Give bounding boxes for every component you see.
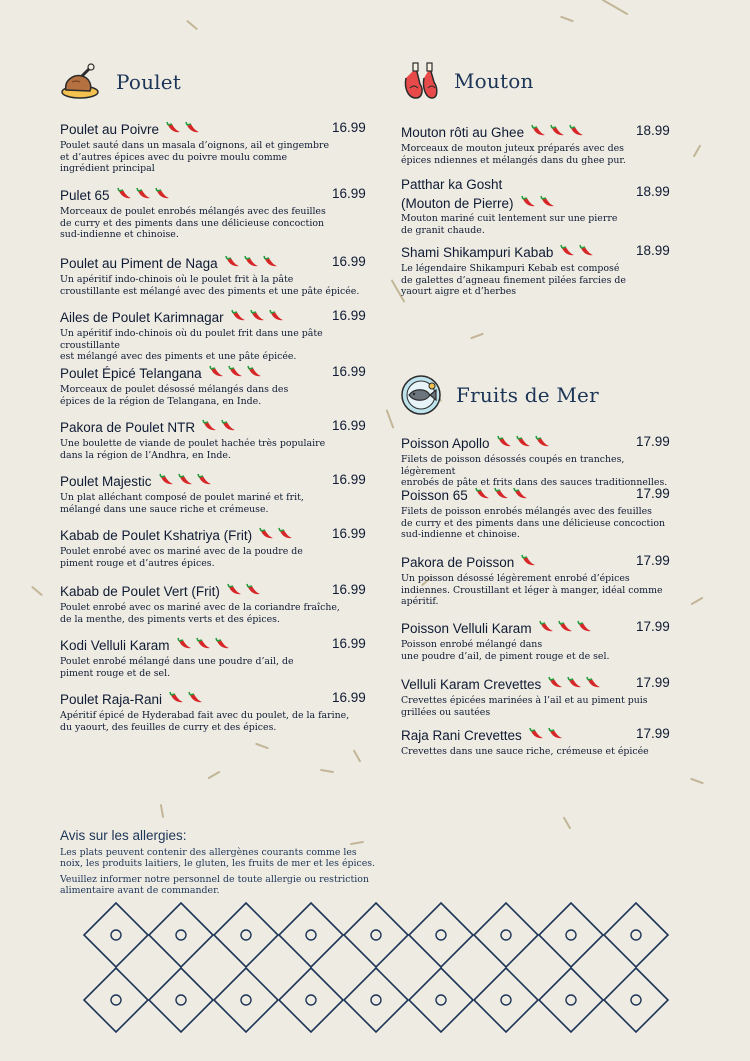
menu-item-price: 17.99 (636, 675, 670, 690)
menu-item-header (60, 186, 372, 205)
menu-item-name-wrap (60, 186, 171, 205)
decorative-diamond-pattern (80, 900, 670, 1045)
menu-item-description (401, 506, 676, 541)
diamond-dot (176, 995, 186, 1005)
description-line: apéritif. (401, 596, 439, 608)
menu-item-name-wrap (60, 418, 237, 437)
menu-item-name-line2: (Mouton de Pierre) (401, 194, 556, 212)
menu-item-name-wrap (401, 726, 564, 745)
chili-pepper-icon (520, 554, 537, 567)
description-line: ingrédient principal (60, 163, 155, 175)
diamond-dot (111, 930, 121, 940)
chili-pepper-icon (165, 121, 182, 134)
menu-item-price: 16.99 (332, 472, 366, 487)
description-line: du yaourt, des feuilles de curry et des épices. (60, 721, 277, 733)
diamond-shape (539, 903, 603, 967)
menu-item-name: Poulet Raja-Rani (60, 692, 163, 707)
chili-pepper-icon (547, 676, 564, 689)
menu-item-price: 16.99 (332, 186, 366, 201)
diamond-shape (279, 968, 343, 1032)
menu-item-name-wrap (60, 472, 213, 491)
menu-item-header (60, 308, 372, 327)
menu-item-name-wrap (60, 254, 279, 273)
menu-item-description (401, 746, 676, 758)
menu-item-description (60, 140, 372, 175)
menu-item-name-wrap (401, 176, 556, 212)
menu-item (401, 675, 676, 718)
spice-level (176, 637, 231, 650)
menu-item-price: 16.99 (332, 254, 366, 269)
menu-item-name: Mouton rôti au Ghee (401, 125, 525, 140)
spice-level (520, 554, 537, 567)
menu-item-name: Poisson 65 (401, 488, 468, 503)
menu-item-description (60, 206, 372, 241)
description-line: enrobés de pâte et frits dans des sauces traditionnelles. (401, 477, 668, 489)
description-line: Morceaux de mouton juteux préparés avec des (401, 143, 624, 154)
menu-item-price: 18.99 (636, 123, 670, 138)
menu-item (60, 254, 372, 297)
menu-item-description (401, 143, 676, 166)
diamond-shape (84, 903, 148, 967)
menu-item-header (401, 486, 676, 505)
menu-item-name-wrap (401, 486, 529, 505)
chili-pepper-icon (557, 620, 574, 633)
menu-item-description (401, 573, 676, 608)
chili-pepper-icon (116, 187, 133, 200)
menu-item-description (401, 213, 676, 236)
menu-item-price: 16.99 (332, 308, 366, 323)
menu-item-name: Pakora de Poisson (401, 555, 515, 570)
menu-item-name: Poulet Épicé Telangana (60, 366, 202, 381)
spice-level (201, 419, 237, 432)
chili-pepper-icon (246, 365, 263, 378)
spice-level (496, 435, 551, 448)
menu-item-name: Ailes de Poulet Karimnagar (60, 310, 224, 325)
diamond-dot (631, 995, 641, 1005)
description-line: Filets de poisson désossés coupés en tranches, légèrement (401, 454, 625, 477)
diamond-shape (149, 903, 213, 967)
menu-item-description (60, 384, 372, 407)
allergy-text-2 (60, 874, 380, 897)
menu-item-price: 17.99 (636, 486, 670, 501)
menu-item-header (401, 123, 676, 142)
description-line: épices ndiennes et mélangés dans du ghee pur. (401, 154, 626, 166)
menu-item-description (401, 454, 676, 489)
description-line: Mouton mariné cuit lentement sur une pierre (401, 213, 618, 224)
description-line: croustillante est mélangé avec des piments et une pâte épicée. (60, 285, 360, 297)
menu-item (401, 553, 676, 608)
chili-pepper-icon (576, 620, 593, 633)
description-line: Un apéritif indo-chinois où le poulet frit à la pâte (60, 274, 294, 285)
menu-item-description (60, 492, 372, 515)
diamond-dot (436, 995, 446, 1005)
description-line: Morceaux de poulet enrobés mélangés avec des feuilles (60, 206, 326, 217)
menu-item-name-wrap (401, 675, 602, 694)
menu-item-header (401, 675, 676, 694)
description-line: Une boulette de viande de poulet hachée très populaire (60, 438, 326, 449)
chili-pepper-icon (534, 435, 551, 448)
chili-pepper-icon (184, 121, 201, 134)
diamond-shape (279, 903, 343, 967)
menu-item-price: 16.99 (332, 582, 366, 597)
menu-item (60, 418, 372, 461)
diamond-dot (501, 930, 511, 940)
description-line: de granit chaude. (401, 224, 485, 236)
diamond-dot (371, 930, 381, 940)
description-line: indiennes. Croustillant et léger à manger, idéal comme (401, 584, 663, 596)
chili-pepper-icon (187, 691, 204, 704)
description-line: de la menthe, des piments verts et des épices. (60, 613, 280, 625)
menu-item-description (60, 274, 372, 297)
roast-chicken-icon (60, 62, 102, 102)
chili-pepper-icon (158, 473, 175, 486)
chili-pepper-icon (539, 195, 556, 208)
fish-plate-icon (400, 374, 442, 416)
menu-item-name: Kabab de Poulet Vert (Frit) (60, 584, 220, 599)
menu-item-description (401, 695, 676, 718)
diamond-dot (241, 995, 251, 1005)
menu-item-name-wrap (60, 636, 231, 655)
description-line: de galettes d’agneau finement pilées farcies de (401, 274, 626, 286)
chili-pepper-icon (230, 309, 247, 322)
description-line: Un plat alléchant composé de poulet mariné et frit, (60, 492, 304, 503)
chili-pepper-icon (520, 195, 537, 208)
description-line: une poudre d’ail, de piment rouge et de sel. (401, 650, 610, 662)
chili-pepper-icon (515, 435, 532, 448)
description-line: sud-indienne et chinoise. (401, 529, 520, 541)
menu-item (401, 243, 676, 298)
chili-pepper-icon (578, 244, 595, 257)
description-line: dans la région de l’Andhra, en Inde. (60, 449, 231, 461)
description-line: mélangé dans une sauce riche et crémeuse. (60, 503, 269, 515)
chili-pepper-icon (224, 255, 241, 268)
menu-item (60, 582, 372, 625)
section-title: Fruits de Mer (456, 383, 599, 407)
spice-level (230, 309, 285, 322)
chili-pepper-icon (214, 637, 231, 650)
diamond-shape (344, 968, 408, 1032)
chili-pepper-icon (528, 727, 545, 740)
description-line: Poulet enrobé avec os mariné avec de la coriandre fraîche, (60, 602, 340, 613)
lamb-chops-icon (400, 60, 440, 102)
menu-item-header (60, 472, 372, 491)
menu-item-name: Poisson Apollo (401, 436, 490, 451)
menu-item-name-wrap (401, 553, 537, 572)
chili-pepper-icon (559, 244, 576, 257)
chili-pepper-icon (547, 727, 564, 740)
diamond-dot (306, 995, 316, 1005)
chili-pepper-icon (277, 527, 294, 540)
diamond-shape (214, 903, 278, 967)
chili-pepper-icon (220, 419, 237, 432)
menu-item-name: Poisson Velluli Karam (401, 621, 532, 636)
diamond-shape (409, 968, 473, 1032)
menu-item-name-wrap (60, 526, 294, 545)
menu-item-name: Pulet 65 (60, 188, 110, 203)
menu-item (401, 434, 676, 489)
menu-item-name: Raja Rani Crevettes (401, 728, 522, 743)
menu-item-price: 16.99 (332, 636, 366, 651)
menu-item-header (401, 619, 676, 638)
chili-pepper-icon (226, 583, 243, 596)
menu-item-price: 16.99 (332, 364, 366, 379)
menu-item-name: Poulet au Poivre (60, 122, 160, 137)
spice-level (208, 365, 263, 378)
description-line: de curry et des piments dans une délicieuse concoction (60, 217, 324, 229)
spice-level (168, 691, 204, 704)
allergy-line: alimentaire avant de commander. (60, 885, 220, 897)
diamond-dot (111, 995, 121, 1005)
diamond-dot (631, 930, 641, 940)
menu-item-price: 17.99 (636, 553, 670, 568)
menu-item-header (60, 690, 372, 709)
menu-item-price: 18.99 (636, 184, 670, 199)
menu-item-price: 17.99 (636, 726, 670, 741)
description-line: Poisson enrobé mélangé dans (401, 639, 543, 650)
menu-item-name-wrap (60, 582, 262, 601)
allergy-text-1 (60, 847, 380, 870)
description-line: Filets de poisson enrobés mélangés avec des feuilles (401, 506, 652, 517)
chili-pepper-icon (566, 676, 583, 689)
diamond-shape (604, 903, 668, 967)
description-line: sud-indienne et chinoise. (60, 229, 179, 241)
spice-level (530, 124, 585, 137)
spice-level (116, 187, 171, 200)
menu-item-header (401, 176, 676, 212)
menu-item-name-wrap (60, 308, 285, 327)
chili-pepper-icon (245, 583, 262, 596)
menu-item (60, 308, 372, 363)
description-line: Poulet sauté dans un masala d’oignons, ail et gingembre (60, 140, 330, 151)
menu-item-description (401, 639, 676, 662)
diamond-dot (241, 930, 251, 940)
menu-item-name: Shami Shikampuri Kabab (401, 245, 554, 260)
description-line: est mélangé avec des piments et une pâte épicée. (60, 351, 297, 363)
diamond-shape (84, 968, 148, 1032)
menu-item-header (401, 243, 676, 262)
diamond-dot (566, 930, 576, 940)
menu-item-name: Pakora de Poulet NTR (60, 420, 196, 435)
diamond-shape (474, 968, 538, 1032)
menu-item (60, 526, 372, 569)
menu-item-header (60, 582, 372, 601)
spice-level (226, 583, 262, 596)
chili-pepper-icon (135, 187, 152, 200)
menu-item (401, 486, 676, 541)
description-line: piment rouge et d’autres épices. (60, 557, 215, 569)
diamond-shape (409, 903, 473, 967)
menu-item-description (60, 438, 372, 461)
menu-item (401, 123, 676, 166)
spice-level (520, 195, 556, 208)
chili-pepper-icon (208, 365, 225, 378)
menu-item-price: 16.99 (332, 690, 366, 705)
chili-pepper-icon (568, 124, 585, 137)
menu-item-name: Kabab de Poulet Kshatriya (Frit) (60, 528, 253, 543)
allergy-line: noix, les produits laitiers, le gluten, les fruits de mer et les épices. (60, 858, 376, 870)
chili-pepper-icon (512, 487, 529, 500)
spice-level (559, 244, 595, 257)
description-line: grillées ou sautées (401, 706, 491, 718)
spice-level (474, 487, 529, 500)
menu-item (401, 726, 676, 758)
menu-item (60, 120, 372, 175)
menu-item-header (60, 418, 372, 437)
menu-item-header (60, 636, 372, 655)
menu-item-header (60, 526, 372, 545)
description-line: Apéritif épicé de Hyderabad fait avec du poulet, de la farine, (60, 710, 350, 721)
spice-level (538, 620, 593, 633)
chili-pepper-icon (154, 187, 171, 200)
chili-pepper-icon (262, 255, 279, 268)
chili-pepper-icon (249, 309, 266, 322)
menu-item (401, 619, 676, 662)
chili-pepper-icon (585, 676, 602, 689)
description-line: Crevettes épicées marinées à l’ail et au piment puis (401, 695, 648, 706)
description-line: Poulet enrobé mélangé dans une poudre d’ail, de (60, 656, 294, 667)
spice-level (165, 121, 201, 134)
chili-pepper-icon (493, 487, 510, 500)
spice-level (258, 527, 294, 540)
section-title: Poulet (116, 70, 182, 94)
section-header-mouton (400, 60, 534, 102)
chili-pepper-icon (177, 473, 194, 486)
chili-pepper-icon (538, 620, 555, 633)
menu-item-description (60, 328, 372, 363)
menu-item-name: Patthar ka Gosht (401, 177, 503, 192)
diamond-shape (604, 968, 668, 1032)
chili-pepper-icon (258, 527, 275, 540)
menu-item-name-wrap (60, 120, 201, 139)
menu-item-price: 17.99 (636, 619, 670, 634)
diamond-dot (566, 995, 576, 1005)
menu-item-description (60, 710, 372, 733)
allergy-title: Avis sur les allergies: (60, 828, 187, 843)
menu-item (60, 472, 372, 515)
menu-item-name-wrap (60, 364, 263, 383)
diamond-shape (539, 968, 603, 1032)
chili-pepper-icon (227, 365, 244, 378)
diamond-shape (214, 968, 278, 1032)
spice-level (528, 727, 564, 740)
menu-item-name-wrap (401, 619, 593, 638)
spice-level (224, 255, 279, 268)
chili-pepper-icon (195, 637, 212, 650)
menu-item-header (60, 364, 372, 383)
menu-item-header (401, 434, 676, 453)
menu-item-description (401, 263, 676, 298)
diamond-dot (306, 930, 316, 940)
chili-pepper-icon (176, 637, 193, 650)
description-line: de curry et des piments dans une délicieuse concoction (401, 517, 665, 529)
menu-item-description (60, 602, 372, 625)
spice-level (547, 676, 602, 689)
menu-item-name-wrap (401, 123, 585, 142)
section-header-fruits-de-mer (400, 374, 599, 416)
menu-item-description (60, 546, 372, 569)
menu-item-price: 16.99 (332, 120, 366, 135)
chili-pepper-icon (496, 435, 513, 448)
menu-item-header (401, 726, 676, 745)
chili-pepper-icon (243, 255, 260, 268)
menu-item-header (60, 254, 372, 273)
description-line: yaourt aigre et d’herbes (401, 286, 517, 298)
spice-level (158, 473, 213, 486)
menu-item-header (60, 120, 372, 139)
diamond-shape (149, 968, 213, 1032)
menu-item-name: Poulet Majestic (60, 474, 152, 489)
menu-item-price: 17.99 (636, 434, 670, 449)
chili-pepper-icon (549, 124, 566, 137)
allergy-line: Veuillez informer notre personnel de toute allergie ou restriction (60, 874, 369, 885)
menu-item (60, 636, 372, 679)
menu-item (60, 690, 372, 733)
diamond-shape (344, 903, 408, 967)
diamond-shape (474, 903, 538, 967)
description-line: Crevettes dans une sauce riche, crémeuse et épicée (401, 746, 649, 757)
menu-item (60, 186, 372, 241)
description-line: et d’autres épices avec du poivre moulu comme (60, 151, 288, 163)
description-line: épices de la région de Telangana, en Inde. (60, 395, 262, 407)
description-line: Un poisson désossé légèrement enrobé d’épices (401, 573, 630, 584)
diamond-dot (176, 930, 186, 940)
menu-item-description (60, 656, 372, 679)
description-line: Un apéritif indo-chinois où du poulet frit dans une pâte croustillante (60, 328, 323, 351)
description-line: Morceaux de poulet désossé mélangés dans des (60, 384, 289, 395)
chili-pepper-icon (168, 691, 185, 704)
menu-item-price: 18.99 (636, 243, 670, 258)
menu-item-name: Poulet au Piment de Naga (60, 256, 218, 271)
section-title: Mouton (454, 69, 534, 93)
diamond-dot (501, 995, 511, 1005)
diamond-dot (371, 995, 381, 1005)
allergy-line: Les plats peuvent contenir des allergènes courants comme les (60, 847, 357, 858)
menu-item (401, 176, 676, 236)
menu-item-name-wrap (60, 690, 204, 709)
menu-item-name: Velluli Karam Crevettes (401, 677, 542, 692)
chili-pepper-icon (474, 487, 491, 500)
chili-pepper-icon (530, 124, 547, 137)
chili-pepper-icon (268, 309, 285, 322)
chili-pepper-icon (196, 473, 213, 486)
menu-item-price: 16.99 (332, 418, 366, 433)
menu-item-name-wrap (401, 434, 551, 453)
diamond-dot (436, 930, 446, 940)
description-line: piment rouge et de sel. (60, 667, 171, 679)
menu-item-header (401, 553, 676, 572)
description-line: Le légendaire Shikampuri Kebab est composé (401, 263, 620, 274)
menu-item-price: 16.99 (332, 526, 366, 541)
chili-pepper-icon (201, 419, 218, 432)
menu-item-name: Kodi Velluli Karam (60, 638, 170, 653)
menu-item (60, 364, 372, 407)
description-line: Poulet enrobé avec os mariné avec de la poudre de (60, 546, 303, 557)
menu-item-name-wrap (401, 243, 595, 262)
section-header-poulet (60, 62, 181, 102)
